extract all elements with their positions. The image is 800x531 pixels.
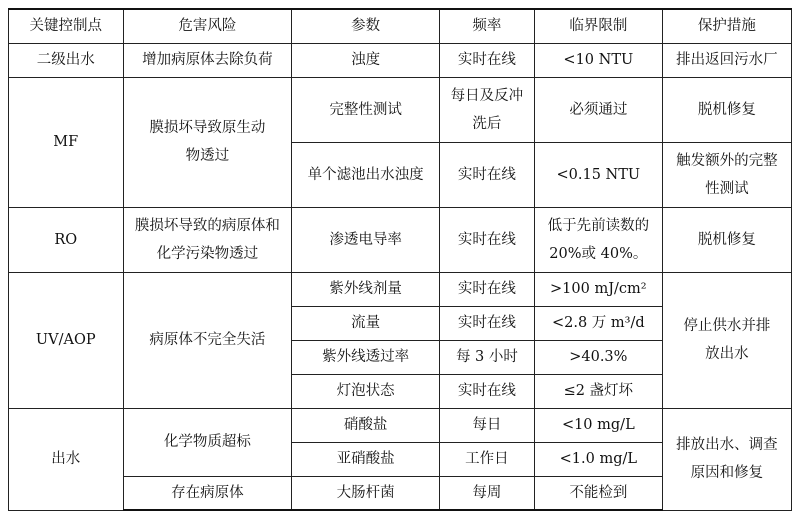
limit-cell: >100 mJ/cm² — [534, 272, 662, 306]
limit-cell: <1.0 mg/L — [534, 442, 662, 476]
frequency-cell: 实时在线 — [440, 142, 535, 207]
limit-cell: 必须通过 — [534, 77, 662, 142]
hazard-cell: 增加病原体去除负荷 — [123, 43, 292, 77]
parameter-cell: 渗透电导率 — [292, 207, 440, 272]
limit-cell: <10 mg/L — [534, 408, 662, 442]
header-cell-hazard: 危害风险 — [123, 9, 292, 43]
parameter-cell: 紫外线透过率 — [292, 340, 440, 374]
measure-cell: 排放出水、调查原因和修复 — [662, 408, 791, 510]
hazard-control-table — [8, 8, 792, 511]
limit-cell: 低于先前读数的 20%或 40%。 — [534, 207, 662, 272]
hazard-cell: 病原体不完全失活 — [123, 272, 292, 408]
table-header-row — [9, 9, 792, 43]
hazard-cell: 膜损坏导致的病原体和化学污染物透过 — [123, 207, 292, 272]
measure-cell: 脱机修复 — [662, 77, 791, 142]
limit-cell: 不能检到 — [534, 476, 662, 510]
measure-cell: 排出返回污水厂 — [662, 43, 791, 77]
parameter-cell: 紫外线剂量 — [292, 272, 440, 306]
frequency-cell: 每日 — [440, 408, 535, 442]
limit-cell: >40.3% — [534, 340, 662, 374]
control-point-cell: 出水 — [9, 408, 124, 510]
table-row — [9, 408, 792, 442]
frequency-cell: 实时在线 — [440, 374, 535, 408]
parameter-cell: 浊度 — [292, 43, 440, 77]
frequency-cell: 实时在线 — [440, 272, 535, 306]
limit-cell: <0.15 NTU — [534, 142, 662, 207]
limit-cell: <2.8 万 m³/d — [534, 306, 662, 340]
parameter-cell: 完整性测试 — [292, 77, 440, 142]
header-cell-frequency: 频率 — [440, 9, 535, 43]
measure-cell: 触发额外的完整性测试 — [662, 142, 791, 207]
limit-cell: ≤2 盏灯坏 — [534, 374, 662, 408]
hazard-cell: 存在病原体 — [123, 476, 292, 510]
parameter-cell: 大肠杆菌 — [292, 476, 440, 510]
frequency-cell: 工作日 — [440, 442, 535, 476]
frequency-cell: 每日及反冲洗后 — [440, 77, 535, 142]
frequency-cell: 实时在线 — [440, 43, 535, 77]
measure-cell: 脱机修复 — [662, 207, 791, 272]
limit-cell: <10 NTU — [534, 43, 662, 77]
control-point-cell: UV/AOP — [9, 272, 124, 408]
table-row — [9, 272, 792, 306]
control-point-cell: RO — [9, 207, 124, 272]
table-row — [9, 43, 792, 77]
measure-cell: 停止供水并排放出水 — [662, 272, 791, 408]
frequency-cell: 实时在线 — [440, 207, 535, 272]
frequency-cell: 每周 — [440, 476, 535, 510]
frequency-cell: 实时在线 — [440, 306, 535, 340]
parameter-cell: 流量 — [292, 306, 440, 340]
table-row — [9, 77, 792, 142]
hazard-cell: 膜损坏导致原生动物透过 — [123, 77, 292, 207]
control-point-cell: 二级出水 — [9, 43, 124, 77]
parameter-cell: 单个滤池出水浊度 — [292, 142, 440, 207]
hazard-cell: 化学物质超标 — [123, 408, 292, 476]
parameter-cell: 亚硝酸盐 — [292, 442, 440, 476]
header-cell-protective-measure: 保护措施 — [662, 9, 791, 43]
header-cell-control-point: 关键控制点 — [9, 9, 124, 43]
parameter-cell: 硝酸盐 — [292, 408, 440, 442]
header-cell-parameter: 参数 — [292, 9, 440, 43]
header-cell-critical-limit: 临界限制 — [534, 9, 662, 43]
parameter-cell: 灯泡状态 — [292, 374, 440, 408]
frequency-cell: 每 3 小时 — [440, 340, 535, 374]
document-page — [8, 8, 792, 511]
control-point-cell: MF — [9, 77, 124, 207]
table-row — [9, 207, 792, 272]
